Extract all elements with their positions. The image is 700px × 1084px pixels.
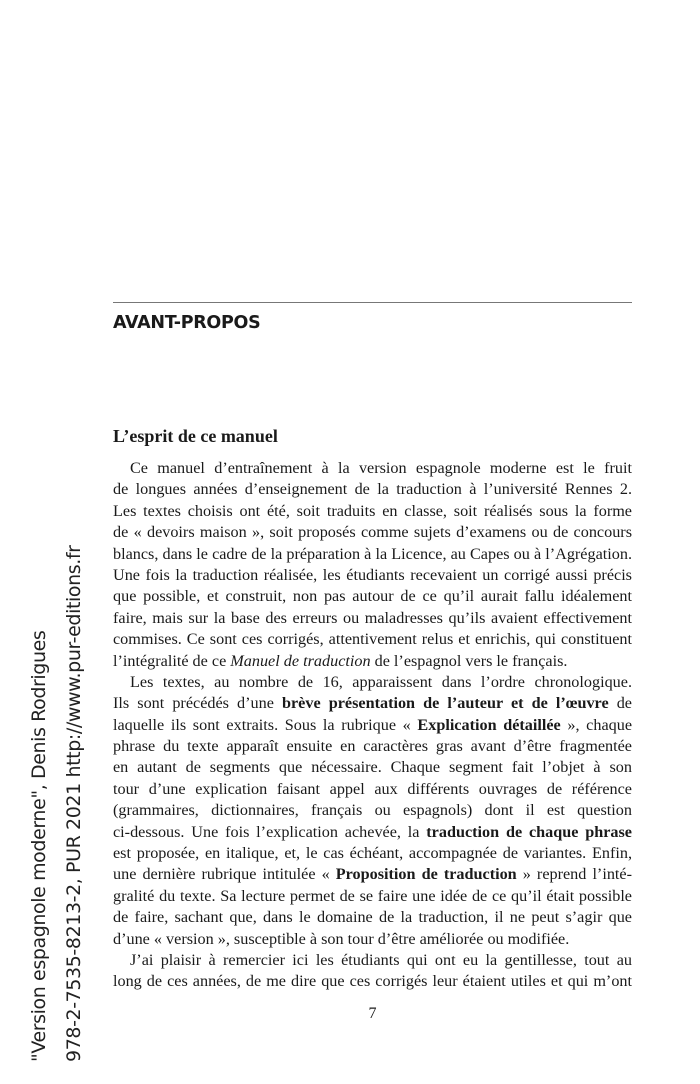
text-line [113, 479, 632, 500]
text-segment: faire, mais sur la base des erreurs ou maladresses qu’ils avaient effectivement [113, 608, 632, 627]
text-segment: commises. Ce sont ces corrigés, attentivement relus et enrichis, qui constituent [113, 630, 632, 649]
text-segment: blancs, dans le cadre de la préparation à la Licence, au Capes ou à l’Agrégation. [113, 544, 632, 563]
text-segment: phrase du texte apparaît ensuite en caractères gras avant d’être fragmentée [113, 737, 632, 756]
text-segment: de longues années d’enseignement de la traduction à l’université Rennes 2. [113, 480, 632, 499]
text-segment: une dernière rubrique intitulée « [113, 865, 336, 884]
text-line [113, 907, 632, 928]
text-line [113, 757, 632, 778]
text-line [113, 779, 632, 800]
italic-text: Manuel de traduction [230, 651, 371, 670]
copyright-watermark-line-2: 978-2-7535-8213-2, PUR 2021 http://www.pur-editions.fr [63, 545, 85, 1062]
text-segment: l’intégralité de ce [113, 651, 231, 670]
text-line [113, 929, 632, 950]
text-line [113, 864, 632, 885]
text-line [113, 843, 632, 864]
text-line [113, 608, 632, 629]
page-number: 7 [368, 1005, 377, 1022]
text-segment: de l’espagnol vers le français. [370, 651, 568, 670]
text-segment: » reprend l’inté- [516, 865, 632, 884]
text-segment: (grammaires, dictionnaires, français ou espagnols) dont il est question [113, 801, 632, 820]
bold-text: brève présentation de l’auteur et de l’œuvre [281, 694, 609, 713]
text-segment: J’ai plaisir à remercier ici les étudiants qui ont eu la gentillesse, tout au [130, 950, 632, 969]
text-line [113, 715, 632, 736]
section-title: L’esprit de ce manuel [113, 426, 278, 446]
text-segment: Ils sont précédés d’une [113, 694, 282, 713]
text-line [113, 672, 632, 693]
bold-text: traduction de chaque phrase [426, 822, 632, 841]
text-line [113, 822, 632, 843]
body-text [113, 458, 632, 993]
text-line [113, 971, 632, 992]
text-segment: que possible, et construit, non pas autour de ce qu’il aurait fallu idéalement [113, 587, 632, 606]
text-segment: tour d’une explication faisant appel aux différents ouvrages de référence [113, 779, 632, 798]
text-segment: de « devoirs maison », soit proposés comme sujets d’examens ou de concours [113, 523, 632, 542]
bold-text: Proposition de traduction [335, 865, 517, 884]
text-line [113, 565, 632, 586]
text-line [113, 586, 632, 607]
text-line [113, 736, 632, 757]
bold-text: Explication détaillée [417, 715, 561, 734]
text-line [113, 501, 632, 522]
text-line [113, 522, 632, 543]
header-rule [113, 302, 632, 303]
text-segment: de [608, 694, 632, 713]
text-line [113, 544, 632, 565]
text-segment: Les textes, au nombre de 16, apparaissent dans l’ordre chronologique. [130, 672, 632, 691]
text-line [113, 886, 632, 907]
text-segment: en autant de segments que nécessaire. Chaque segment fait l’objet à son [113, 758, 632, 777]
text-line [113, 800, 632, 821]
text-segment: de faire, sachant que, dans le domaine de la traduction, il ne peut s’agir que [113, 908, 632, 927]
text-segment: long de ces années, de me dire que ces corrigés leur étaient utiles et qui m’ont [113, 972, 632, 991]
text-line [113, 458, 632, 479]
text-line [113, 693, 632, 714]
copyright-watermark-line-1: "Version espagnole moderne", Denis Rodrigues [28, 630, 50, 1062]
text-segment: Ce manuel d’entraînement à la version espagnole moderne est le fruit [130, 459, 632, 477]
text-segment: ci-dessous. Une fois l’explication achevée, la [113, 822, 427, 841]
text-line [113, 629, 632, 650]
chapter-title: AVANT-PROPOS [113, 313, 261, 333]
text-segment: laquelle ils sont extraits. Sous la rubrique « [113, 715, 418, 734]
text-segment: Les textes choisis ont été, soit traduits en classe, soit réalisés sous la forme [113, 501, 632, 520]
text-segment: est proposée, en italique, et, le cas échéant, accompagnée de variantes. Enfin, [113, 844, 632, 863]
text-line [113, 950, 632, 971]
text-line [113, 651, 632, 672]
text-segment: », chaque [560, 715, 633, 734]
text-segment: gralité du texte. Sa lecture permet de se faire une idée de ce qu’il était possible [113, 886, 632, 905]
text-segment: d’une « version », susceptible à son tour d’être améliorée ou modifiée. [113, 929, 570, 948]
text-segment: Une fois la traduction réalisée, les étudiants recevaient un corrigé aussi précis [113, 565, 632, 584]
